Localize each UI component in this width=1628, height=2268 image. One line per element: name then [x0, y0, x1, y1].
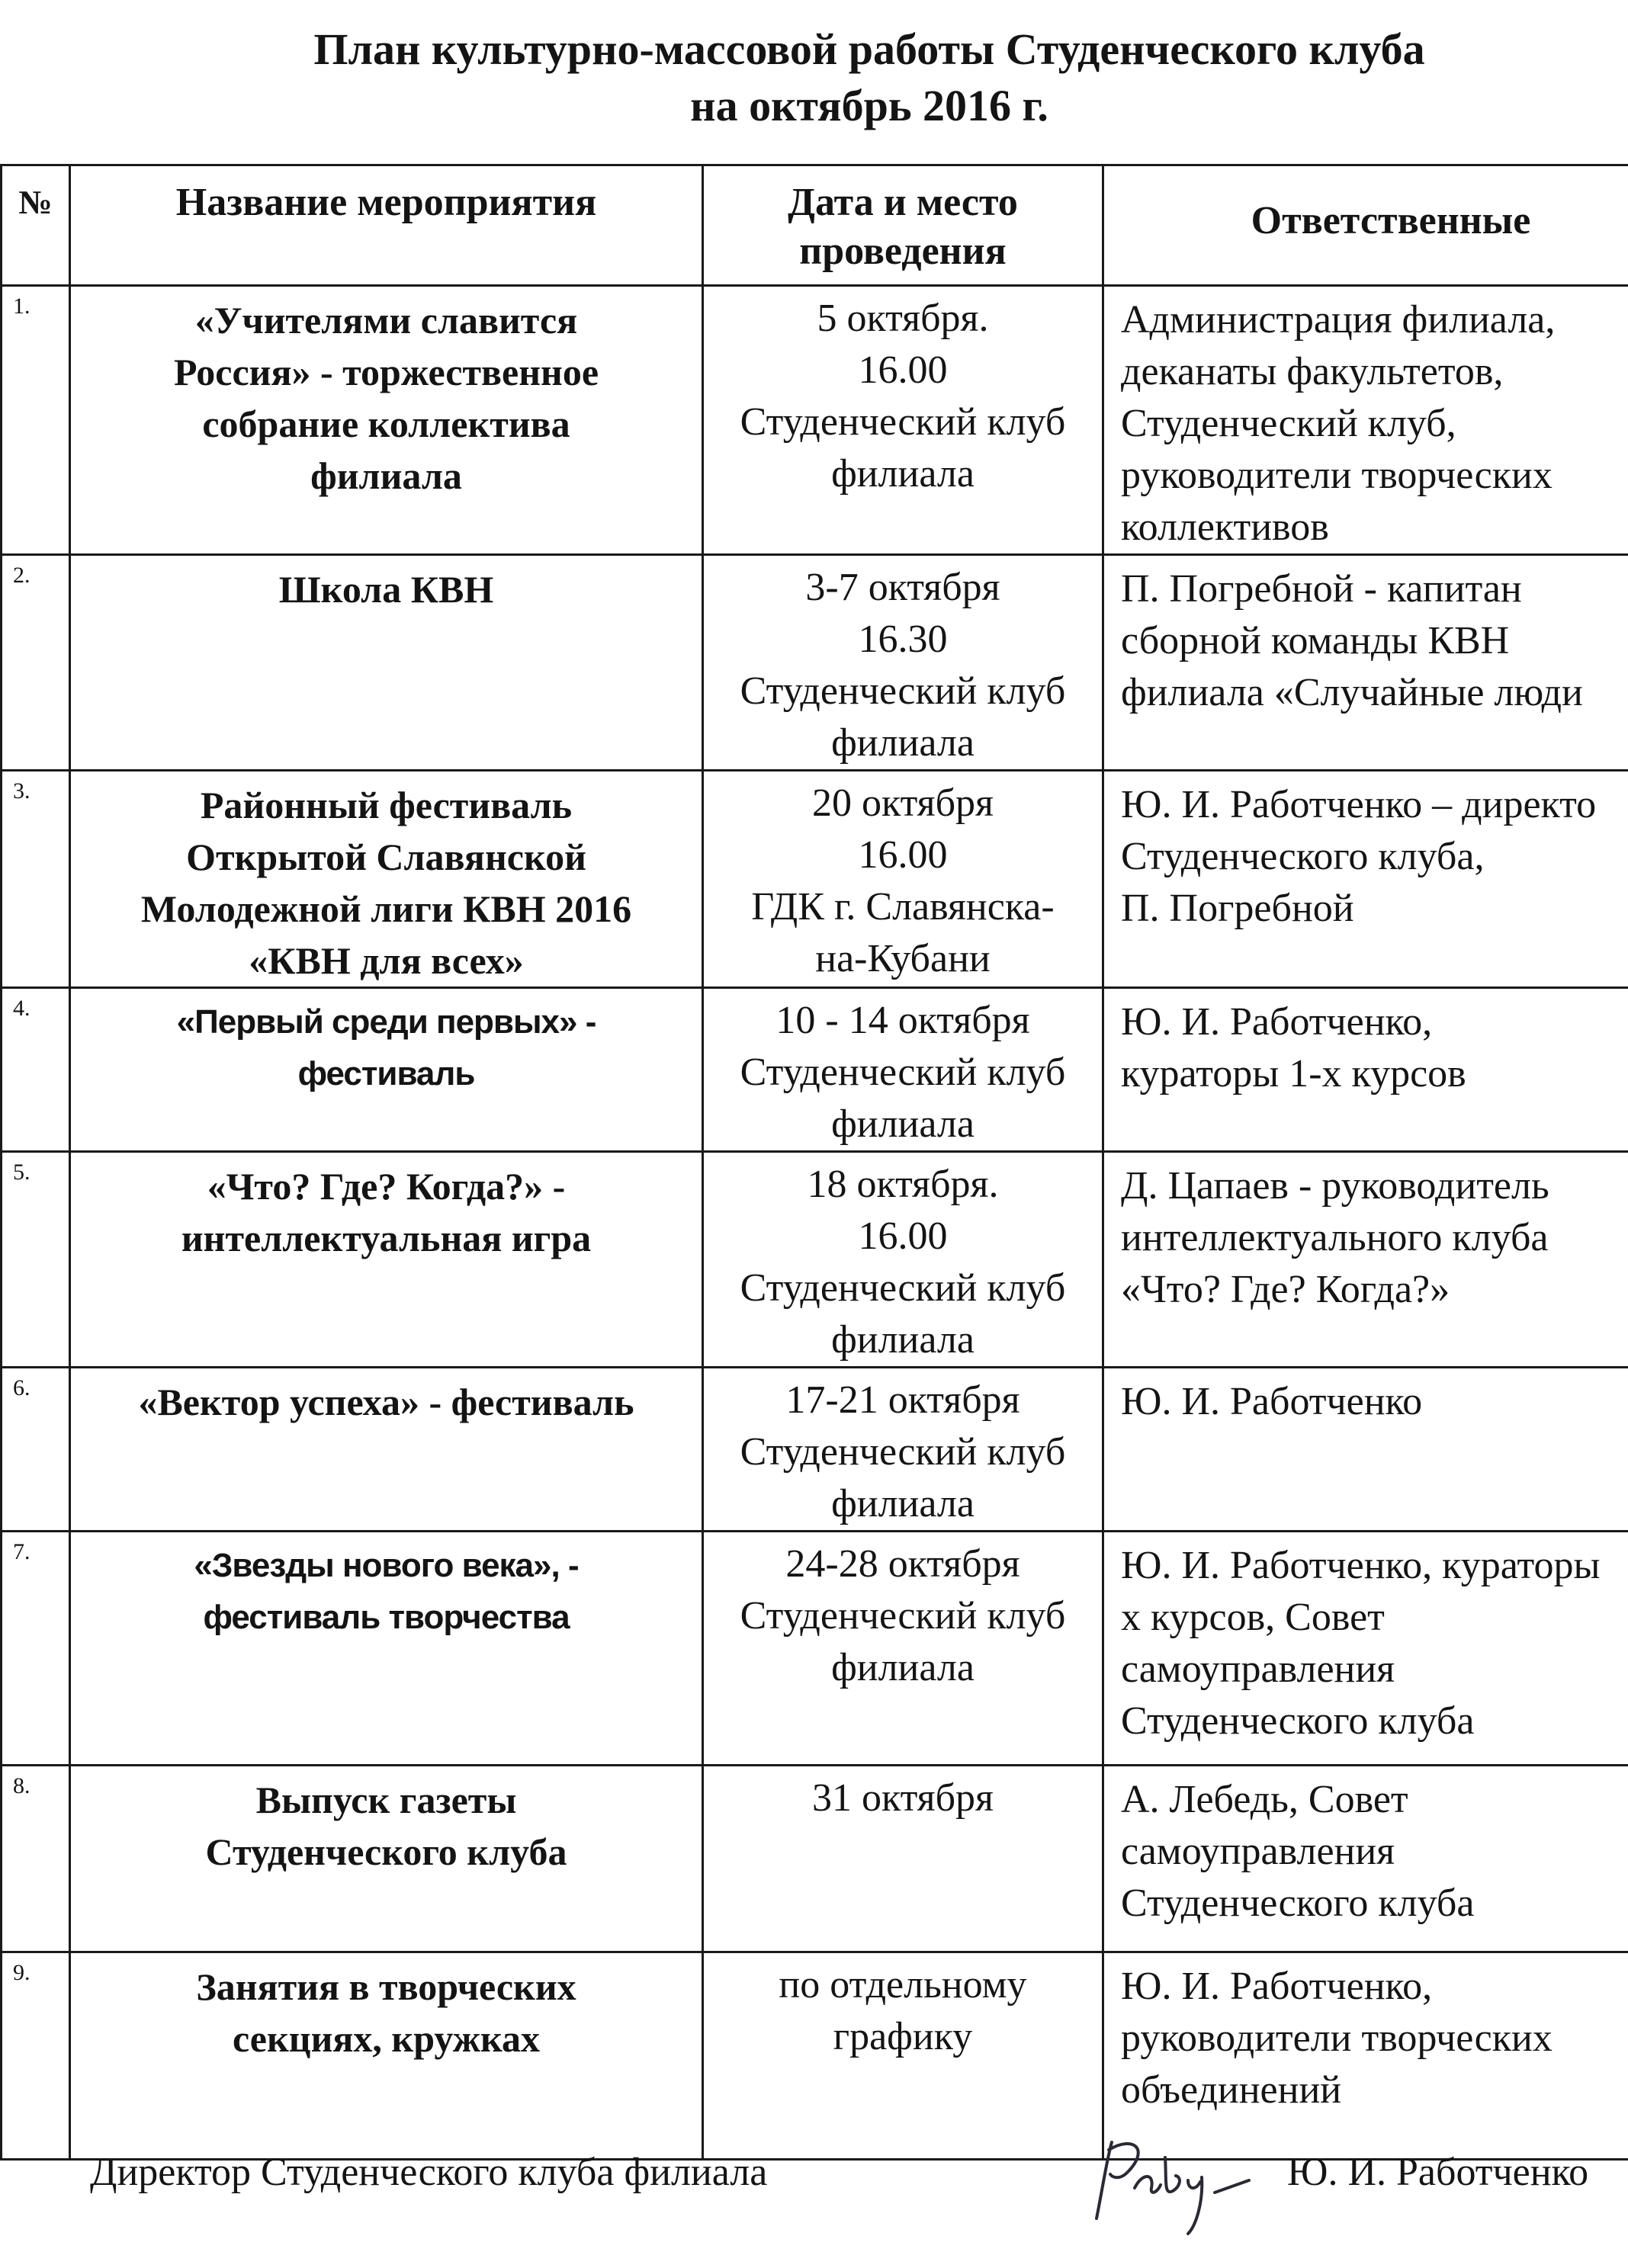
event-responsible-line: самоуправления	[1121, 1647, 1395, 1691]
event-date-place	[703, 1532, 1103, 1766]
event-responsible-line: Д. Цапаев - руководитель	[1121, 1164, 1549, 1208]
event-date-place-line: 31 октября	[812, 1776, 994, 1820]
event-date-place-line: ГДК г. Славянска-	[751, 885, 1055, 929]
event-date-place-line: 16.00	[858, 348, 948, 392]
event-date-place-line: графику	[833, 2015, 973, 2058]
event-name-line: Занятия в творческих	[196, 1965, 576, 2008]
row-number: 6.	[2, 1368, 70, 1532]
event-date-place-line: филиала	[831, 1482, 975, 1525]
event-date-place-line: 10 - 14 октября	[775, 999, 1030, 1042]
row-number: 1.	[2, 286, 70, 555]
table-row	[2, 1152, 1628, 1368]
event-responsible-line: Ю. И. Работченко,	[1121, 1000, 1433, 1044]
event-date-place-line: 17-21 октября	[785, 1378, 1020, 1422]
document-title	[0, 21, 1628, 134]
event-name-line: «Первый среди первых» -	[176, 1003, 596, 1041]
events-table	[0, 164, 1628, 2161]
table-row	[2, 1952, 1628, 2160]
event-date-place-line: 16.00	[858, 1214, 948, 1258]
event-date-place-line: 16.00	[858, 833, 948, 877]
event-name-line: Районный фестиваль	[200, 784, 573, 826]
event-date-place-line: Студенческий клуб	[740, 1051, 1066, 1094]
event-date-place-line: 20 октября	[812, 781, 994, 825]
event-responsible-line: Студенческого клуба	[1121, 1699, 1475, 1743]
table-row	[2, 1766, 1628, 1952]
event-name-line: фестиваль творчества	[203, 1599, 570, 1636]
event-responsible-line: Студенческий клуб,	[1121, 402, 1456, 445]
event-responsible	[1103, 1368, 1628, 1532]
header-name: Название мероприятия	[70, 165, 703, 286]
event-date-place	[703, 555, 1103, 771]
event-date-place	[703, 771, 1103, 988]
event-date-place-line: 16.30	[858, 618, 948, 661]
event-name-line: Россия» - торжественное	[173, 351, 599, 393]
event-name	[70, 1532, 703, 1766]
event-responsible-line: Ю. И. Работченко, кураторы	[1121, 1544, 1601, 1587]
signature	[1081, 2127, 1264, 2251]
event-date-place-line: Студенческий клуб	[740, 1430, 1066, 1474]
event-responsible	[1103, 988, 1628, 1152]
event-name-line: собрание коллектива	[202, 403, 570, 445]
event-responsible	[1103, 286, 1628, 555]
event-responsible-line: Студенческого клуба,	[1121, 835, 1485, 878]
event-name	[70, 555, 703, 771]
event-responsible-line: объединений	[1121, 2068, 1342, 2112]
footer-position: Директор Студенческого клуба филиала	[90, 2151, 768, 2194]
event-responsible-line: Ю. И. Работченко,	[1121, 1965, 1433, 2008]
event-responsible	[1103, 1532, 1628, 1766]
table-row	[2, 1532, 1628, 1766]
event-date-place	[703, 1152, 1103, 1368]
event-name	[70, 771, 703, 988]
event-date-place-line: филиала	[831, 721, 975, 765]
event-responsible-line: Студенческого клуба	[1121, 1881, 1475, 1925]
event-responsible-line: х курсов, Совет	[1121, 1596, 1385, 1639]
event-responsible-line: Администрация филиала,	[1121, 298, 1556, 342]
event-date-place-line: Студенческий клуб	[740, 1266, 1066, 1310]
event-date-place-line: Студенческий клуб	[740, 400, 1066, 444]
event-responsible-line: П. Погребной - капитан	[1121, 567, 1522, 611]
event-name-line: интеллектуальная игра	[181, 1217, 592, 1259]
event-name-line: «Учителями славится	[194, 299, 578, 342]
event-date-place	[703, 286, 1103, 555]
event-name	[70, 1152, 703, 1368]
event-responsible	[1103, 1152, 1628, 1368]
event-responsible-line: руководители творческих	[1121, 2016, 1553, 2060]
event-responsible	[1103, 555, 1628, 771]
event-name-line: Выпуск газеты	[255, 1779, 517, 1821]
row-number: 5.	[2, 1152, 70, 1368]
event-responsible	[1103, 1766, 1628, 1952]
table-row	[2, 286, 1628, 555]
table-row	[2, 988, 1628, 1152]
event-responsible-line: руководители творческих	[1121, 454, 1553, 497]
event-date-place-line: филиала	[831, 1646, 975, 1689]
event-date-place-line: на-Кубани	[815, 937, 991, 980]
event-responsible-line: сборной команды КВН	[1121, 619, 1510, 662]
event-date-place-line: филиала	[831, 1318, 975, 1362]
event-responsible-line: П. Погребной	[1121, 887, 1354, 930]
signature-scribble	[1081, 2127, 1264, 2241]
event-name	[70, 1952, 703, 2160]
title-line-1: План культурно-массовой работы Студенческого клуба	[313, 24, 1425, 74]
event-responsible-line: кураторы 1-х курсов	[1121, 1052, 1466, 1096]
row-number: 3.	[2, 771, 70, 988]
event-date-place-line: 18 октября.	[807, 1163, 999, 1206]
event-name-line: «Звезды нового века», -	[194, 1547, 579, 1584]
footer	[90, 2150, 1607, 2241]
row-number: 8.	[2, 1766, 70, 1952]
event-date-place-line: Студенческий клуб	[740, 669, 1066, 713]
event-name-line: секциях, кружках	[232, 2017, 541, 2060]
event-name	[70, 286, 703, 555]
event-name-line: «КВН для всех»	[249, 939, 524, 982]
event-name	[70, 1368, 703, 1532]
event-responsible-line: самоуправления	[1121, 1830, 1395, 1873]
footer-name: Ю. И. Работченко	[1287, 2151, 1589, 2194]
event-date-place-line: 5 октября.	[817, 297, 989, 340]
event-responsible-line: интеллектуального клуба	[1121, 1216, 1549, 1259]
row-number: 9.	[2, 1952, 70, 2160]
event-name-line: филиала	[310, 454, 462, 497]
event-responsible-line: «Что? Где? Когда?»	[1121, 1268, 1450, 1311]
table-row	[2, 1368, 1628, 1532]
event-name-line: Школа КВН	[278, 568, 494, 611]
table-header-row	[2, 165, 1628, 286]
event-name-line: Молодежной лиги КВН 2016	[140, 887, 632, 930]
event-name-line: «Вектор успеха» - фестиваль	[138, 1381, 634, 1423]
event-date-place-line: 24-28 октября	[785, 1542, 1020, 1586]
row-number: 2.	[2, 555, 70, 771]
event-responsible	[1103, 771, 1628, 988]
event-date-place-line: Студенческий клуб	[740, 1594, 1066, 1638]
event-date-place	[703, 1952, 1103, 2160]
row-number: 4.	[2, 988, 70, 1152]
event-responsible-line: Ю. И. Работченко	[1121, 1380, 1423, 1423]
event-name-line: «Что? Где? Когда?» -	[207, 1165, 566, 1208]
event-date-place	[703, 1368, 1103, 1532]
event-name	[70, 988, 703, 1152]
event-date-place-line: по отдельному	[779, 1963, 1027, 2007]
event-name-line: фестиваль	[297, 1055, 475, 1092]
event-responsible-line: филиала «Случайные люди	[1121, 671, 1583, 714]
table-row	[2, 555, 1628, 771]
event-name-line: Студенческого клуба	[205, 1830, 567, 1873]
header-num: №	[2, 165, 70, 286]
event-responsible-line: деканаты факультетов,	[1121, 350, 1504, 393]
header-date: Дата и место проведения	[703, 165, 1103, 286]
table-row	[2, 771, 1628, 988]
header-resp: Ответственные	[1103, 165, 1628, 286]
event-name	[70, 1766, 703, 1952]
event-date-place	[703, 1766, 1103, 1952]
event-responsible-line: Ю. И. Работченко – директо	[1121, 783, 1597, 826]
event-date-place-line: филиала	[831, 452, 975, 496]
event-date-place	[703, 988, 1103, 1152]
row-number: 7.	[2, 1532, 70, 1766]
event-name-line: Открытой Славянской	[186, 836, 586, 878]
title-line-2: на октябрь 2016 г.	[690, 81, 1048, 130]
event-date-place-line: 3-7 октября	[805, 566, 1000, 609]
event-date-place-line: филиала	[831, 1102, 975, 1146]
event-responsible-line: коллективов	[1121, 505, 1329, 549]
event-responsible-line: А. Лебедь, Совет	[1121, 1778, 1408, 1821]
